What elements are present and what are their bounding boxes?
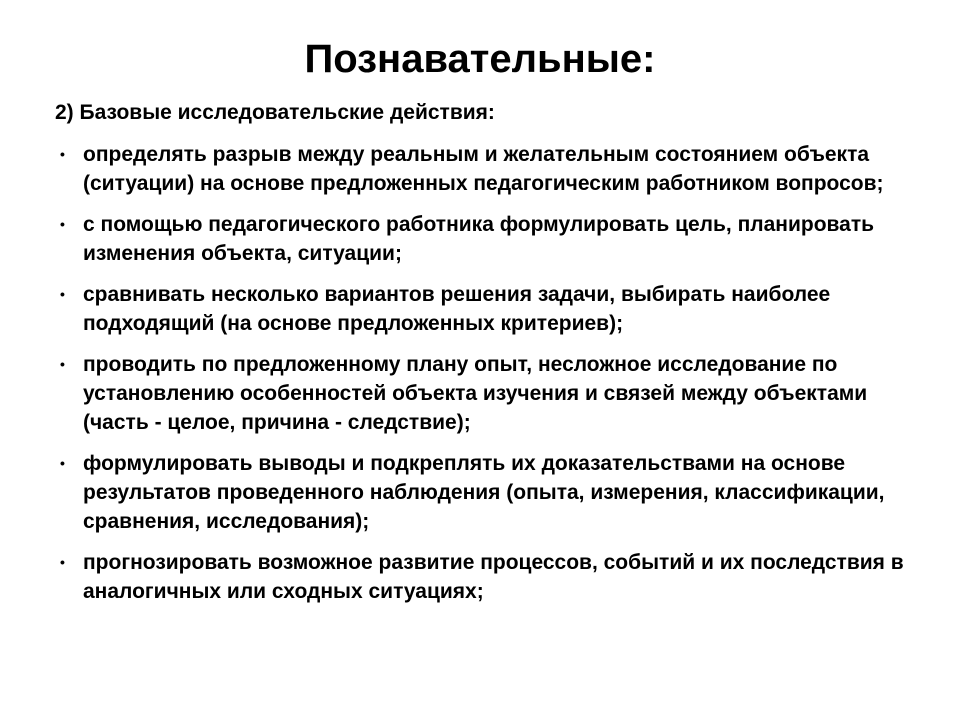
bullet-text: определять разрыв между реальным и желательным состоянием объекта (ситуации) на основе предложенных педагогическим работником вопросов; [83, 143, 884, 195]
bullet-text: проводить по предложенному плану опыт, несложное исследование по установлению особенностей объекта изучения и связей между объектами (часть - целое, причина - следствие); [83, 353, 868, 434]
bullet-icon: • [60, 554, 65, 570]
list-item [58, 350, 913, 437]
bullet-icon: • [60, 455, 65, 471]
bullet-text: формулировать выводы и подкреплять их доказательствами на основе результатов проведенного наблюдения (опыта, измерения, классификации, сравнения, исследования); [83, 452, 885, 533]
list-item [58, 449, 913, 536]
bullet-icon: • [60, 356, 65, 372]
list-item [58, 210, 913, 268]
list-item [58, 280, 913, 338]
bullet-icon: • [60, 286, 65, 302]
bullet-icon: • [60, 146, 65, 162]
section-heading: 2) Базовые исследовательские действия: [55, 101, 495, 124]
bullet-text: с помощью педагогического работника формулировать цель, планировать изменения объекта, ситуации; [83, 213, 875, 265]
list-item [58, 140, 913, 198]
list-item [58, 548, 913, 606]
bullet-text: прогнозировать возможное развитие процессов, событий и их последствия в аналогичных или сходных ситуациях; [83, 551, 904, 603]
bullet-text: сравнивать несколько вариантов решения задачи, выбирать наиболее подходящий (на основе предложенных критериев); [83, 283, 831, 335]
page-title: Познавательные: [304, 37, 656, 81]
bullet-icon: • [60, 216, 65, 232]
bullet-list [58, 140, 913, 606]
